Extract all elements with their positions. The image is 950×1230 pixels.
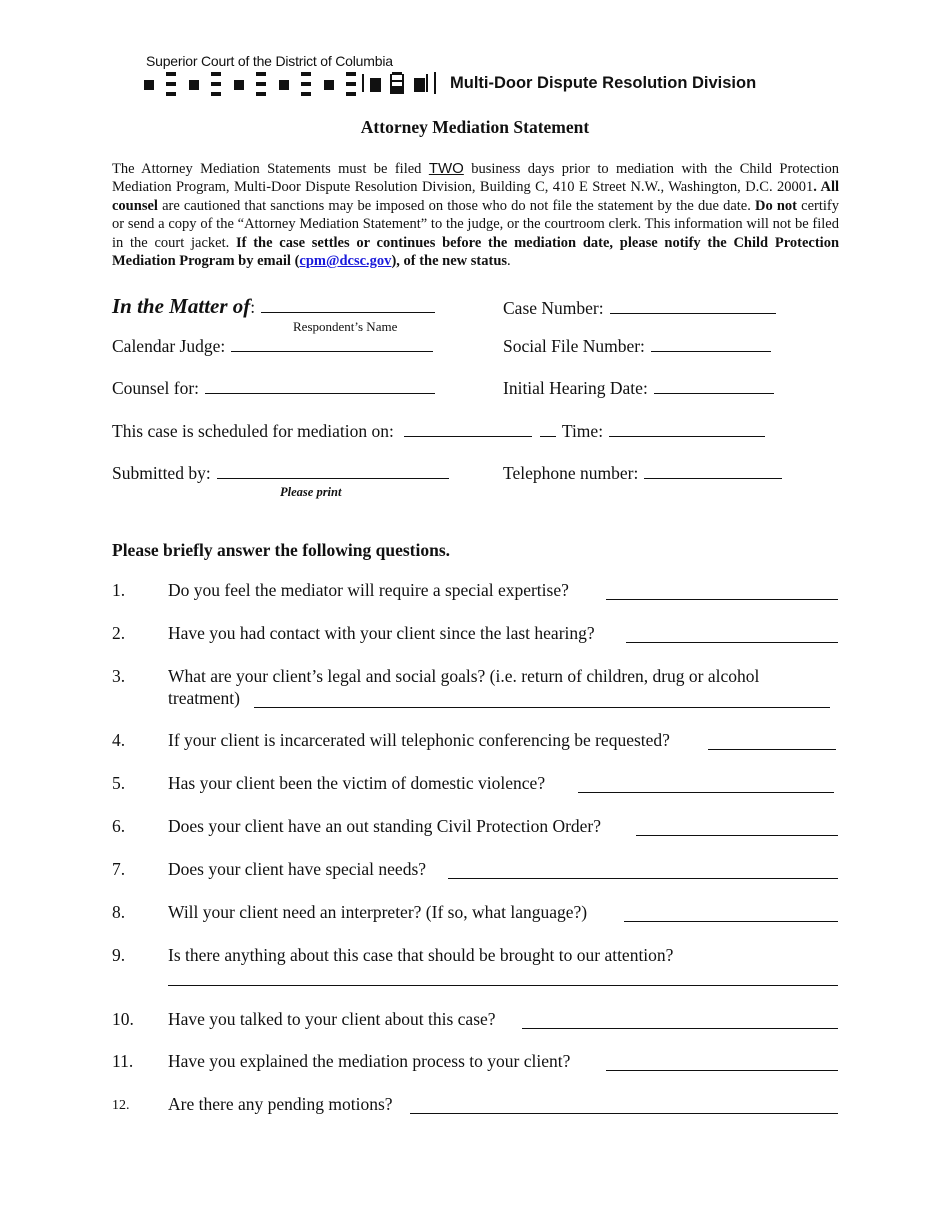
intro-period: . [813,179,817,196]
scheduled-on-label: This case is scheduled for mediation on: [112,421,394,441]
submitted-by-input[interactable] [217,464,449,479]
question-text: If your client is incarcerated will telephonic conferencing be requested? [168,730,670,750]
answer-input[interactable] [606,599,838,600]
social-file-number-label: Social File Number: [503,336,645,356]
counsel-for-field [112,378,435,399]
answer-input[interactable] [168,985,838,986]
mediation-time-input[interactable] [609,422,765,437]
answer-input[interactable] [448,878,838,879]
social-file-number-field [503,336,771,357]
question-text: Do you feel the mediator will require a special expertise? [168,580,569,600]
settlement-notice: If the case settles or continues before the mediation date, please notify the Child Protection Mediation Program by email ( [112,234,840,270]
intro-text: The Attorney Mediation Statements must be filed [112,161,429,177]
mediation-date-extra-input[interactable] [540,422,556,437]
respondent-name-input[interactable] [261,298,435,313]
calendar-judge-input[interactable] [231,337,433,352]
question-text: Have you talked to your client about this case? [168,1009,496,1029]
division-header [144,72,764,98]
counsel-for-label: Counsel for: [112,378,200,398]
document-title: Attorney Mediation Statement [360,117,590,137]
answer-input[interactable] [410,1113,838,1114]
intro-sanctions: are cautioned that sanctions may be imposed on those who do not file the statement by the due date. [157,197,755,214]
mediation-schedule-field [112,421,765,442]
question-number: 4. [112,730,126,750]
question-text: Has your client been the victim of domestic violence? [168,773,546,793]
calendar-judge-label: Calendar Judge: [112,336,226,356]
question-text: Are there any pending motions? [168,1094,393,1114]
case-number-input[interactable] [610,299,776,314]
court-name: Superior Court of the District of Columbia [146,53,393,69]
question-number: 3. [112,666,126,686]
case-number-field [503,298,776,319]
case-number-label: Case Number: [503,298,604,318]
question-text: Have you had contact with your client since the last hearing? [168,623,595,643]
counsel-for-input[interactable] [205,379,435,394]
division-name: Multi-Door Dispute Resolution Division [450,74,757,92]
question-text: Does your client have an out standing Civil Protection Order? [168,816,602,836]
question-text-continued: treatment) [168,688,240,708]
answer-input[interactable] [626,642,838,643]
time-label: Time: [561,421,604,441]
intro-address: business days prior to mediation with the Child Protection Mediation Program, Multi-Door Dispute Resolution Division, Building C, 410 E Street N.W., Washington, D.C. 20001 [112,161,839,196]
telephone-label: Telephone number: [503,463,639,483]
answer-input[interactable] [624,921,838,922]
question-number: 1. [112,580,126,600]
mediation-date-input[interactable] [404,422,532,437]
question-number: 7. [112,859,126,879]
do-not-emphasis: Do not [754,197,797,214]
matter-label: In the Matter of [112,294,251,318]
question-number: 11. [112,1051,134,1071]
instructions-paragraph [112,160,839,270]
question-text: What are your client’s legal and social goals? (i.e. return of children, drug or alcohol [168,666,760,686]
question-text: Does your client have special needs? [168,859,427,879]
answer-input[interactable] [708,749,836,750]
respondent-caption: Respondent’s Name [293,319,398,334]
email-link[interactable]: cpm@dcsc.gov [299,253,392,270]
intro-filing: certify or send a copy of the “Attorney Mediation Statement” to the judge, or the courtroom clerk. This information will not be filed in the court jacket. [112,197,839,251]
question-number: 6. [112,816,126,836]
initial-hearing-date-input[interactable] [654,379,774,394]
calendar-judge-field [112,336,433,357]
question-number: 9. [112,945,126,965]
questions-heading: Please briefly answer the following questions. [112,540,451,560]
answer-input[interactable] [606,1070,838,1071]
question-text: Will your client need an interpreter? (If so, what language?) [168,902,588,922]
submitted-by-label: Submitted by: [112,463,211,483]
question-number: 12. [112,1098,130,1113]
initial-hearing-date-label: Initial Hearing Date: [503,378,648,398]
social-file-number-input[interactable] [651,337,771,352]
initial-hearing-date-field [503,378,774,399]
multi-door-logo-icon [144,72,444,98]
please-print-caption: Please print [280,485,342,499]
answer-input[interactable] [636,835,838,836]
answer-input[interactable] [254,707,830,708]
submitted-by-field [112,463,449,484]
question-number: 10. [112,1009,134,1029]
settlement-notice-end: ), of the new status [391,253,508,270]
question-number: 2. [112,623,126,643]
answer-input[interactable] [578,792,834,793]
question-number: 5. [112,773,126,793]
question-text: Is there anything about this case that should be brought to our attention? [168,945,674,965]
intro-end: . [507,253,511,270]
telephone-input[interactable] [644,464,782,479]
matter-field [112,294,435,319]
matter-colon: : [250,297,256,317]
question-number: 8. [112,902,126,922]
two-days-emphasis: TWO [428,160,464,177]
all-counsel-emphasis: All counsel [112,179,840,214]
telephone-field [503,463,782,484]
question-text: Have you explained the mediation process to your client? [168,1051,571,1071]
answer-input[interactable] [522,1028,838,1029]
